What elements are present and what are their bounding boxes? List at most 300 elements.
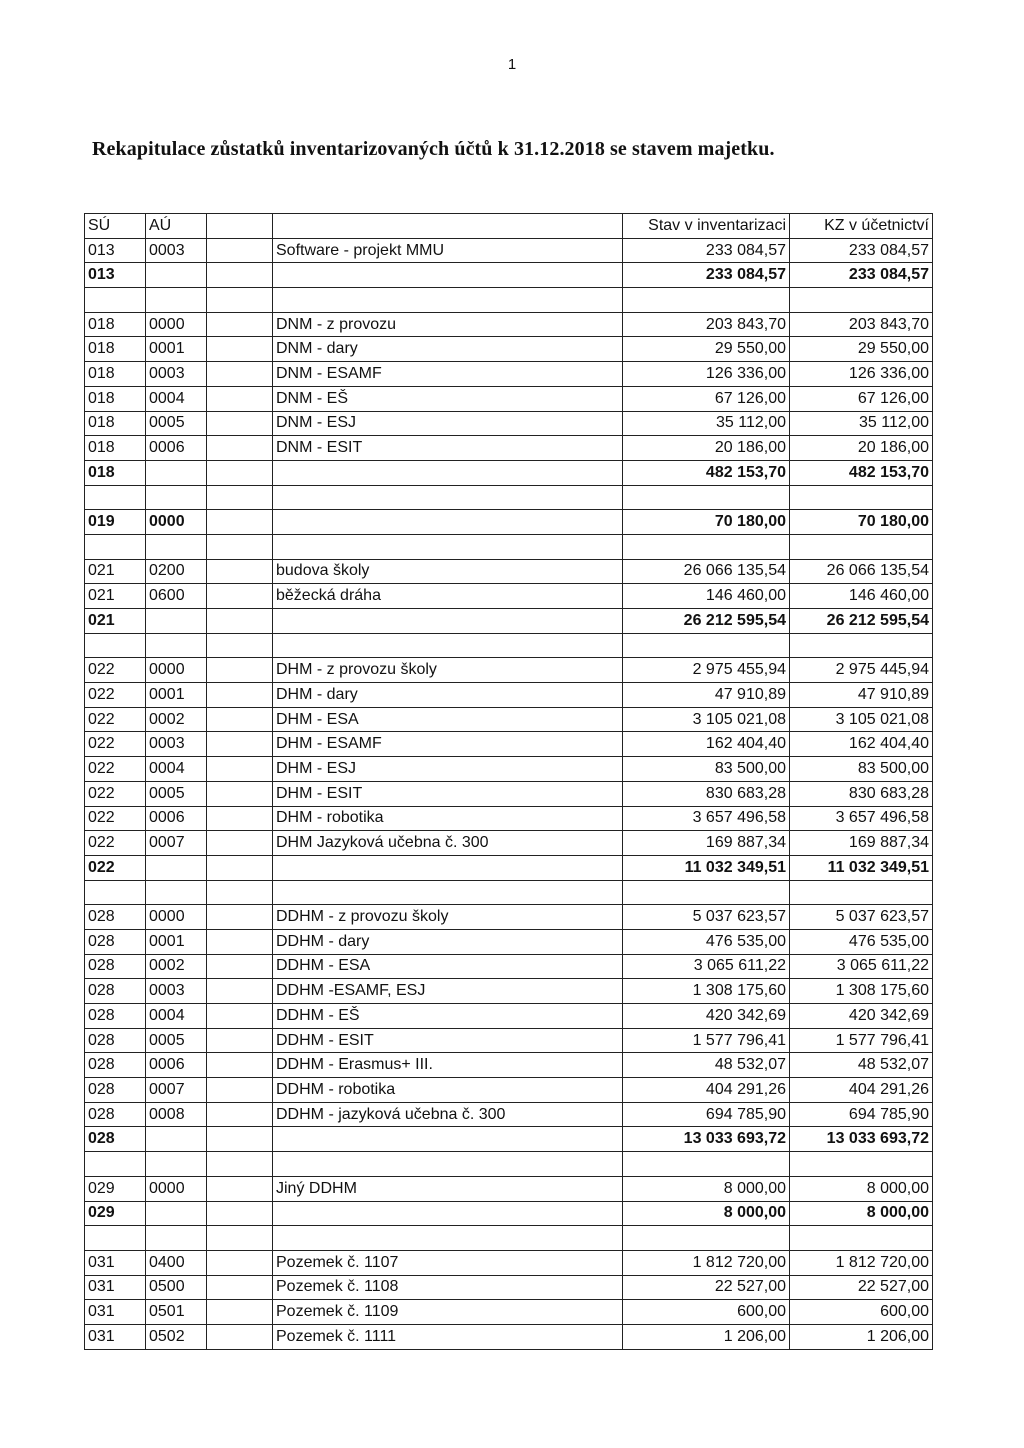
table-header-row [85,214,933,239]
cell-inventory: 8 000,00 [623,1201,790,1226]
table-row [85,831,933,856]
cell-name: Jiný DDHM [273,1176,623,1201]
cell-su: 029 [85,1176,146,1201]
table-row-spacer [85,534,933,559]
cell-accounting [790,880,933,905]
cell-accounting: 26 066 135,54 [790,559,933,584]
cell-accounting: 169 887,34 [790,831,933,856]
cell-empty [207,362,273,387]
cell-accounting: 233 084,57 [790,238,933,263]
cell-au [146,1127,207,1152]
cell-inventory: 22 527,00 [623,1275,790,1300]
table-row [85,337,933,362]
cell-name: DDHM - ESA [273,954,623,979]
cell-inventory: 2 975 455,94 [623,658,790,683]
cell-au: 0005 [146,411,207,436]
cell-inventory: 162 404,40 [623,732,790,757]
table-row [85,1275,933,1300]
cell-inventory: 830 683,28 [623,781,790,806]
cell-au [146,1201,207,1226]
cell-su [85,288,146,313]
cell-au [146,880,207,905]
cell-au: 0006 [146,436,207,461]
cell-au [146,609,207,634]
cell-inventory: 169 887,34 [623,831,790,856]
cell-au: 0502 [146,1324,207,1349]
cell-empty [207,609,273,634]
cell-su: 018 [85,460,146,485]
cell-au: 0004 [146,757,207,782]
cell-inventory: 3 065 611,22 [623,954,790,979]
cell-name: DDHM - ESIT [273,1028,623,1053]
cell-au: 0007 [146,1078,207,1103]
cell-inventory: 404 291,26 [623,1078,790,1103]
cell-name [273,534,623,559]
cell-empty [207,1078,273,1103]
cell-accounting [790,1152,933,1177]
page-number: 1 [507,56,517,73]
cell-inventory: 35 112,00 [623,411,790,436]
cell-au: 0000 [146,1176,207,1201]
cell-accounting: 8 000,00 [790,1201,933,1226]
cell-su: 028 [85,1028,146,1053]
table-row [85,1028,933,1053]
cell-empty [207,929,273,954]
table-row [85,658,933,683]
cell-accounting: 8 000,00 [790,1176,933,1201]
cell-au: 0003 [146,732,207,757]
inventory-balance-table [84,213,933,1350]
table-row-subtotal [85,855,933,880]
cell-su: 022 [85,806,146,831]
cell-name [273,510,623,535]
cell-inventory: 26 066 135,54 [623,559,790,584]
cell-empty [207,386,273,411]
cell-empty [207,1176,273,1201]
cell-name: Pozemek č. 1107 [273,1250,623,1275]
table-row [85,707,933,732]
cell-accounting: 404 291,26 [790,1078,933,1103]
cell-au: 0000 [146,905,207,930]
cell-su: 022 [85,732,146,757]
table-row [85,732,933,757]
cell-empty [207,855,273,880]
cell-name: DHM - ESAMF [273,732,623,757]
cell-au: 0000 [146,510,207,535]
cell-name [273,485,623,510]
cell-name [273,1226,623,1251]
cell-name [273,855,623,880]
cell-accounting: 1 812 720,00 [790,1250,933,1275]
cell-au: 0600 [146,584,207,609]
table-row [85,362,933,387]
cell-empty [207,460,273,485]
cell-su [85,485,146,510]
cell-inventory: 11 032 349,51 [623,855,790,880]
table-row [85,954,933,979]
cell-name [273,633,623,658]
cell-empty [207,584,273,609]
table-row-spacer [85,633,933,658]
cell-su: 018 [85,362,146,387]
table-row-subtotal [85,1127,933,1152]
cell-au: 0005 [146,1028,207,1053]
cell-accounting: 126 336,00 [790,362,933,387]
cell-accounting: 694 785,90 [790,1102,933,1127]
header-accounting: KZ v účetnictví [790,214,933,239]
cell-accounting: 600,00 [790,1300,933,1325]
cell-accounting: 162 404,40 [790,732,933,757]
table-row [85,312,933,337]
cell-empty [207,633,273,658]
cell-su: 028 [85,1127,146,1152]
cell-name: DHM - ESIT [273,781,623,806]
cell-name [273,880,623,905]
cell-au: 0000 [146,312,207,337]
cell-su: 018 [85,436,146,461]
table-row [85,1250,933,1275]
cell-inventory: 1 206,00 [623,1324,790,1349]
cell-name [273,609,623,634]
cell-accounting: 420 342,69 [790,1004,933,1029]
cell-su: 031 [85,1300,146,1325]
table-row-spacer [85,1152,933,1177]
cell-empty [207,1201,273,1226]
cell-accounting: 67 126,00 [790,386,933,411]
cell-au: 0001 [146,337,207,362]
table-row [85,584,933,609]
table-row [85,559,933,584]
cell-inventory [623,534,790,559]
cell-au: 0000 [146,658,207,683]
cell-su [85,633,146,658]
cell-accounting: 47 910,89 [790,683,933,708]
cell-empty [207,1226,273,1251]
cell-su: 022 [85,707,146,732]
cell-accounting: 1 577 796,41 [790,1028,933,1053]
table-row-subtotal [85,1201,933,1226]
cell-accounting: 70 180,00 [790,510,933,535]
cell-au: 0006 [146,1053,207,1078]
cell-name: DDHM - Erasmus+ III. [273,1053,623,1078]
cell-accounting: 29 550,00 [790,337,933,362]
cell-name: DHM - dary [273,683,623,708]
cell-inventory: 476 535,00 [623,929,790,954]
cell-accounting: 146 460,00 [790,584,933,609]
table-row [85,238,933,263]
cell-au: 0007 [146,831,207,856]
table-row [85,757,933,782]
cell-name: DDHM - robotika [273,1078,623,1103]
cell-su: 028 [85,929,146,954]
cell-au [146,1226,207,1251]
cell-empty [207,559,273,584]
cell-su: 022 [85,781,146,806]
cell-empty [207,337,273,362]
cell-inventory: 1 308 175,60 [623,979,790,1004]
table-row [85,411,933,436]
cell-empty [207,954,273,979]
table-row [85,1324,933,1349]
cell-accounting: 3 105 021,08 [790,707,933,732]
cell-accounting: 5 037 623,57 [790,905,933,930]
cell-name: DHM Jazyková učebna č. 300 [273,831,623,856]
cell-su: 031 [85,1324,146,1349]
cell-inventory: 5 037 623,57 [623,905,790,930]
cell-au [146,1152,207,1177]
cell-inventory: 1 577 796,41 [623,1028,790,1053]
cell-su: 018 [85,411,146,436]
cell-inventory: 29 550,00 [623,337,790,362]
cell-empty [207,1004,273,1029]
table-row [85,1102,933,1127]
cell-empty [207,1028,273,1053]
cell-accounting: 20 186,00 [790,436,933,461]
cell-inventory [623,880,790,905]
cell-au: 0008 [146,1102,207,1127]
cell-inventory: 233 084,57 [623,263,790,288]
cell-inventory [623,633,790,658]
table-row [85,1176,933,1201]
cell-name: DNM - z provozu [273,312,623,337]
header-name [273,214,623,239]
cell-au: 0004 [146,1004,207,1029]
cell-inventory: 13 033 693,72 [623,1127,790,1152]
cell-empty [207,781,273,806]
cell-inventory: 3 657 496,58 [623,806,790,831]
cell-au: 0002 [146,707,207,732]
cell-inventory: 1 812 720,00 [623,1250,790,1275]
cell-name [273,460,623,485]
cell-name: DNM - ESIT [273,436,623,461]
table-row-subtotal [85,460,933,485]
cell-accounting [790,1226,933,1251]
table-row-subtotal [85,263,933,288]
cell-su: 031 [85,1250,146,1275]
table-row [85,929,933,954]
cell-name [273,263,623,288]
cell-empty [207,436,273,461]
cell-accounting: 26 212 595,54 [790,609,933,634]
cell-inventory: 70 180,00 [623,510,790,535]
cell-empty [207,880,273,905]
cell-su: 019 [85,510,146,535]
cell-name: DHM - z provozu školy [273,658,623,683]
cell-empty [207,534,273,559]
cell-empty [207,485,273,510]
cell-inventory: 126 336,00 [623,362,790,387]
cell-name: budova školy [273,559,623,584]
cell-name: DHM - ESJ [273,757,623,782]
cell-su: 013 [85,238,146,263]
table-row [85,905,933,930]
cell-accounting: 48 532,07 [790,1053,933,1078]
table-row [85,436,933,461]
cell-empty [207,806,273,831]
header-empty [207,214,273,239]
table-row [85,1300,933,1325]
cell-empty [207,510,273,535]
cell-empty [207,831,273,856]
cell-au: 0400 [146,1250,207,1275]
cell-inventory: 83 500,00 [623,757,790,782]
cell-su: 021 [85,584,146,609]
cell-name: Pozemek č. 1109 [273,1300,623,1325]
cell-au [146,460,207,485]
cell-empty [207,732,273,757]
cell-empty [207,757,273,782]
cell-su: 028 [85,979,146,1004]
cell-empty [207,1127,273,1152]
cell-au [146,534,207,559]
cell-empty [207,1102,273,1127]
cell-su: 022 [85,658,146,683]
cell-au: 0006 [146,806,207,831]
cell-accounting: 22 527,00 [790,1275,933,1300]
header-su: SÚ [85,214,146,239]
cell-name [273,288,623,313]
cell-su: 028 [85,1053,146,1078]
cell-inventory: 3 105 021,08 [623,707,790,732]
table-row [85,1053,933,1078]
cell-empty [207,1152,273,1177]
table-row-subtotal [85,609,933,634]
cell-empty [207,411,273,436]
cell-empty [207,979,273,1004]
cell-name [273,1152,623,1177]
cell-empty [207,905,273,930]
cell-accounting: 476 535,00 [790,929,933,954]
cell-name: DNM - EŠ [273,386,623,411]
cell-accounting [790,633,933,658]
table-row-subtotal [85,510,933,535]
cell-inventory: 48 532,07 [623,1053,790,1078]
cell-au: 0002 [146,954,207,979]
cell-au: 0001 [146,929,207,954]
header-inventory: Stav v inventarizaci [623,214,790,239]
cell-inventory: 67 126,00 [623,386,790,411]
cell-au: 0200 [146,559,207,584]
cell-empty [207,238,273,263]
cell-su: 028 [85,1102,146,1127]
cell-su: 021 [85,559,146,584]
cell-su [85,1226,146,1251]
cell-name: DDHM - EŠ [273,1004,623,1029]
cell-accounting: 11 032 349,51 [790,855,933,880]
cell-su: 028 [85,1078,146,1103]
cell-name: DDHM - z provozu školy [273,905,623,930]
cell-accounting: 2 975 445,94 [790,658,933,683]
cell-inventory [623,485,790,510]
cell-su: 021 [85,609,146,634]
cell-au [146,485,207,510]
cell-empty [207,288,273,313]
cell-su: 022 [85,855,146,880]
cell-inventory: 47 910,89 [623,683,790,708]
cell-inventory [623,288,790,313]
cell-inventory: 20 186,00 [623,436,790,461]
cell-inventory: 482 153,70 [623,460,790,485]
cell-name [273,1201,623,1226]
cell-inventory [623,1226,790,1251]
cell-au [146,633,207,658]
cell-name: DDHM - jazyková učebna č. 300 [273,1102,623,1127]
cell-su: 028 [85,905,146,930]
cell-su: 022 [85,683,146,708]
cell-name: DNM - ESAMF [273,362,623,387]
cell-empty [207,263,273,288]
cell-empty [207,707,273,732]
table-body [85,214,933,1350]
cell-su: 022 [85,831,146,856]
cell-empty [207,658,273,683]
cell-name: Pozemek č. 1111 [273,1324,623,1349]
cell-au: 0004 [146,386,207,411]
cell-name: DHM - robotika [273,806,623,831]
cell-accounting [790,534,933,559]
document-title: Rekapitulace zůstatků inventarizovaných účtů k 31.12.2018 se stavem majetku. [92,138,775,160]
cell-au: 0001 [146,683,207,708]
cell-au [146,855,207,880]
cell-su [85,1152,146,1177]
cell-empty [207,1250,273,1275]
cell-accounting: 3 657 496,58 [790,806,933,831]
table-row [85,1004,933,1029]
cell-accounting: 830 683,28 [790,781,933,806]
cell-accounting [790,288,933,313]
cell-au: 0005 [146,781,207,806]
cell-au [146,288,207,313]
cell-su [85,880,146,905]
cell-name: DDHM - dary [273,929,623,954]
cell-inventory: 233 084,57 [623,238,790,263]
cell-au: 0501 [146,1300,207,1325]
table-row-spacer [85,1226,933,1251]
cell-name: Software - projekt MMU [273,238,623,263]
cell-inventory: 26 212 595,54 [623,609,790,634]
cell-accounting: 83 500,00 [790,757,933,782]
cell-su: 018 [85,337,146,362]
cell-accounting: 233 084,57 [790,263,933,288]
table-row [85,979,933,1004]
cell-name: Pozemek č. 1108 [273,1275,623,1300]
cell-au: 0003 [146,238,207,263]
table-row [85,806,933,831]
table-row [85,386,933,411]
cell-empty [207,1053,273,1078]
cell-name: DNM - ESJ [273,411,623,436]
cell-inventory [623,1152,790,1177]
cell-su: 031 [85,1275,146,1300]
cell-accounting: 1 206,00 [790,1324,933,1349]
cell-au [146,263,207,288]
cell-empty [207,1275,273,1300]
cell-name: DDHM -ESAMF, ESJ [273,979,623,1004]
cell-inventory: 694 785,90 [623,1102,790,1127]
cell-su: 013 [85,263,146,288]
cell-name [273,1127,623,1152]
cell-accounting: 13 033 693,72 [790,1127,933,1152]
cell-su: 022 [85,757,146,782]
table-row-spacer [85,880,933,905]
cell-accounting: 35 112,00 [790,411,933,436]
cell-au: 0003 [146,979,207,1004]
cell-accounting: 1 308 175,60 [790,979,933,1004]
cell-inventory: 420 342,69 [623,1004,790,1029]
cell-empty [207,1300,273,1325]
cell-su: 028 [85,1004,146,1029]
cell-su: 029 [85,1201,146,1226]
